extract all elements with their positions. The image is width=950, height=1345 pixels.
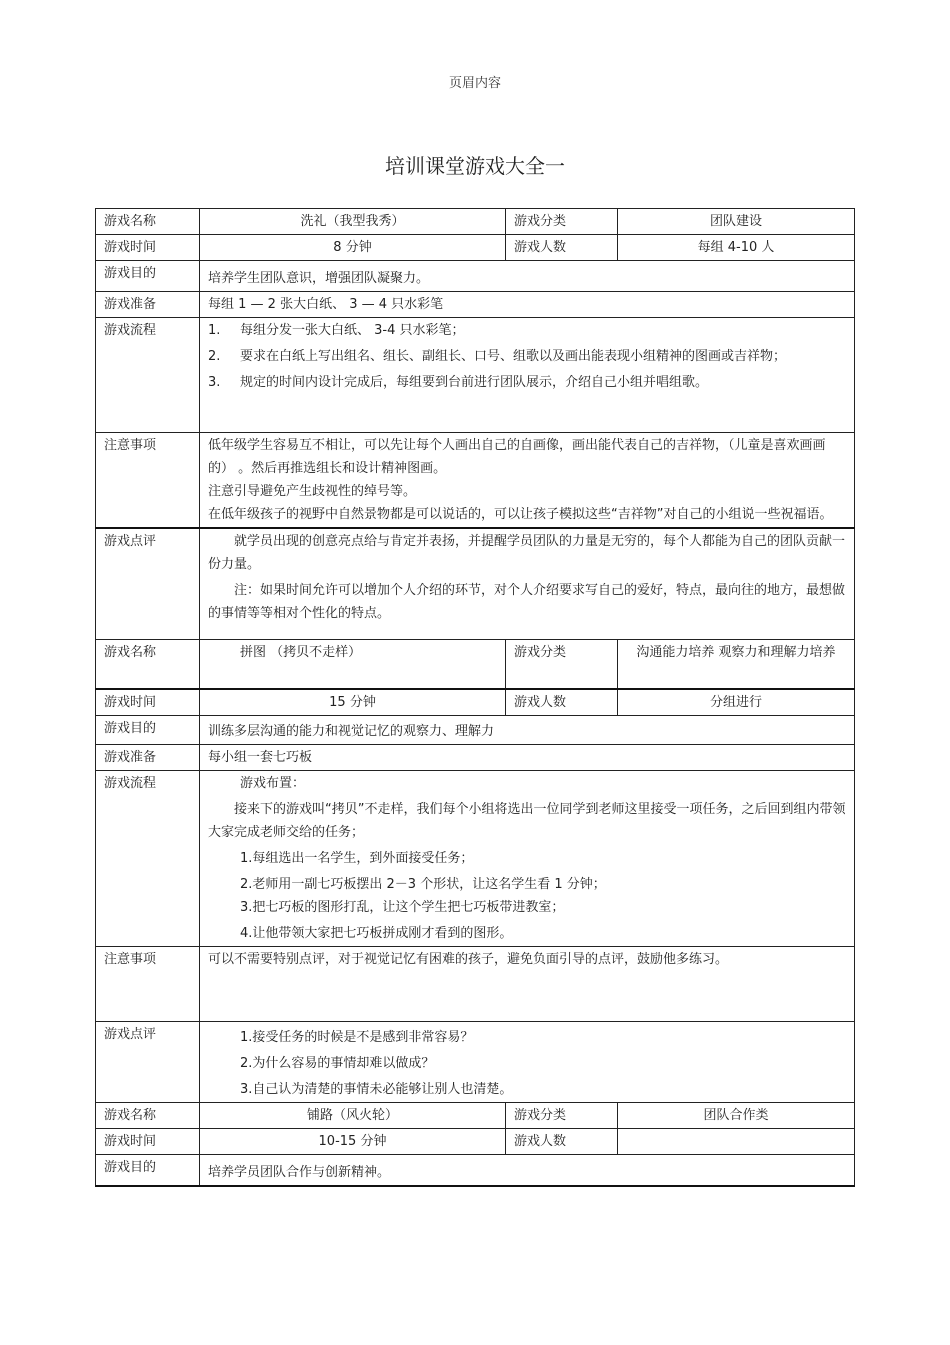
label-flow: 游戏流程 <box>96 318 200 433</box>
game1-goal: 培养学生团队意识，增强团队凝聚力。 <box>200 261 855 292</box>
games-table <box>95 208 855 1187</box>
game2-flow-row <box>96 771 855 947</box>
label-goal: 游戏目的 <box>96 1155 200 1187</box>
game2-notes-row <box>96 947 855 1022</box>
game1-time-row <box>96 235 855 261</box>
flow-step: 3. 规定的时间内设计完成后，每组要到台前进行团队展示，介绍自己小组并唱组歌。 <box>208 375 709 390</box>
game2-prep-row <box>96 745 855 771</box>
flow-step: 2. 要求在白纸上写出组名、组长、副组长、口号、组歌以及画出能表现小组精神的图画或吉祥物； <box>208 349 787 364</box>
game1-goal-row <box>96 261 855 292</box>
game1-name: 洗礼（我型我秀） <box>200 209 506 235</box>
flow-step: 3.把七巧板的图形打乱，让这个学生把七巧板带进教室； <box>240 900 565 915</box>
label-goal: 游戏目的 <box>96 716 200 745</box>
label-category: 游戏分类 <box>506 640 618 690</box>
label-name: 游戏名称 <box>96 209 200 235</box>
flow-step: 4.让他带领大家把七巧板拼成刚才看到的图形。 <box>240 926 513 941</box>
flow-step: 2.老师用一副七巧板摆出 2－3 个形状，让这名学生看 1 分钟； <box>240 877 606 892</box>
game3-goal: 培养学员团队合作与创新精神。 <box>200 1155 855 1187</box>
label-people: 游戏人数 <box>506 1129 618 1155</box>
label-goal: 游戏目的 <box>96 261 200 292</box>
document-title: 培训课堂游戏大全一 <box>385 154 565 178</box>
game2-time-row <box>96 689 855 716</box>
game2-people: 分组进行 <box>618 689 855 716</box>
game2-notes: 可以不需要特别点评，对于视觉记忆有困难的孩子，避免负面引导的点评，鼓励他多练习。 <box>200 947 855 1022</box>
game3-name: 铺路（风火轮） <box>200 1103 506 1129</box>
flow-intro: 游戏布置： <box>240 776 306 791</box>
label-review: 游戏点评 <box>96 528 200 640</box>
game2-flow <box>200 771 855 947</box>
note-paragraph: 注意引导避免产生歧视性的绰号等。 <box>208 484 417 499</box>
note-paragraph: 低年级学生容易互不相让，可以先让每个人画出自己的自画像，画出能代表自己的吉祥物，（儿童是喜欢画画的） 。然后再推选组长和设计精神图画。 <box>208 438 826 476</box>
game2-goal: 训练多层沟通的能力和视觉记忆的观察力、理解力 <box>200 716 855 745</box>
game3-people <box>618 1129 855 1155</box>
label-prep: 游戏准备 <box>96 292 200 318</box>
game1-notes <box>200 433 855 529</box>
game1-prep-row <box>96 292 855 318</box>
label-time: 游戏时间 <box>96 1129 200 1155</box>
game1-prep: 每组 1 — 2 张大白纸、 3 — 4 只水彩笔 <box>200 292 855 318</box>
game2-category: 沟通能力培养 观察力和理解力培养 <box>618 640 855 690</box>
game3-time: 10-15 分钟 <box>200 1129 506 1155</box>
label-category: 游戏分类 <box>506 1103 618 1129</box>
game3-name-row <box>96 1103 855 1129</box>
game2-prep: 每小组一套七巧板 <box>200 745 855 771</box>
flow-step: 1.每组选出一名学生，到外面接受任务； <box>240 851 474 866</box>
note-paragraph: 在低年级孩子的视野中自然景物都是可以说话的，可以让孩子模拟这些“吉祥物”对自己的小组说一些祝福语。 <box>208 507 833 522</box>
label-notes: 注意事项 <box>96 433 200 529</box>
game1-flow-row <box>96 318 855 433</box>
game1-review <box>200 528 855 640</box>
review-paragraph: 注：如果时间允许可以增加个人介绍的环节，对个人介绍要求写自己的爱好，特点，最向往的地方，最想做的事情等等相对个性化的特点。 <box>208 583 846 621</box>
label-category: 游戏分类 <box>506 209 618 235</box>
label-review: 游戏点评 <box>96 1022 200 1103</box>
game1-flow <box>200 318 855 433</box>
game2-time: 15 分钟 <box>200 689 506 716</box>
review-item: 2.为什么容易的事情却难以做成？ <box>240 1056 435 1071</box>
game2-goal-row <box>96 716 855 745</box>
game3-time-row <box>96 1129 855 1155</box>
label-name: 游戏名称 <box>96 1103 200 1129</box>
flow-description: 接来下的游戏叫“拷贝”不走样，我们每个小组将选出一位同学到老师这里接受一项任务，之后回到组内带领大家完成老师交给的任务； <box>208 802 846 840</box>
game2-name: 拼图 （拷贝不走样） <box>200 640 506 690</box>
game1-review-row <box>96 528 855 640</box>
review-paragraph: 就学员出现的创意亮点给与肯定并表扬，并提醒学员团队的力量是无穷的，每个人都能为自己的团队贡献一份力量。 <box>208 534 846 572</box>
game1-category: 团队建设 <box>618 209 855 235</box>
flow-step: 1. 每组分发一张大白纸、 3-4 只水彩笔； <box>208 323 465 338</box>
label-flow: 游戏流程 <box>96 771 200 947</box>
page-header: 页眉内容 <box>448 76 501 91</box>
review-item: 1.接受任务的时候是不是感到非常容易？ <box>240 1030 474 1045</box>
game1-notes-row <box>96 433 855 529</box>
label-notes: 注意事项 <box>96 947 200 1022</box>
game1-people: 每组 4-10 人 <box>618 235 855 261</box>
review-item: 3.自己认为清楚的事情未必能够让别人也清楚。 <box>240 1082 513 1097</box>
game3-goal-row <box>96 1155 855 1187</box>
game1-time: 8 分钟 <box>200 235 506 261</box>
label-people: 游戏人数 <box>506 689 618 716</box>
game3-category: 团队合作类 <box>618 1103 855 1129</box>
label-time: 游戏时间 <box>96 235 200 261</box>
label-time: 游戏时间 <box>96 689 200 716</box>
label-prep: 游戏准备 <box>96 745 200 771</box>
game2-name-row <box>96 640 855 690</box>
game2-review-row <box>96 1022 855 1103</box>
label-people: 游戏人数 <box>506 235 618 261</box>
label-name: 游戏名称 <box>96 640 200 690</box>
game2-review <box>200 1022 855 1103</box>
game1-name-row <box>96 209 855 235</box>
